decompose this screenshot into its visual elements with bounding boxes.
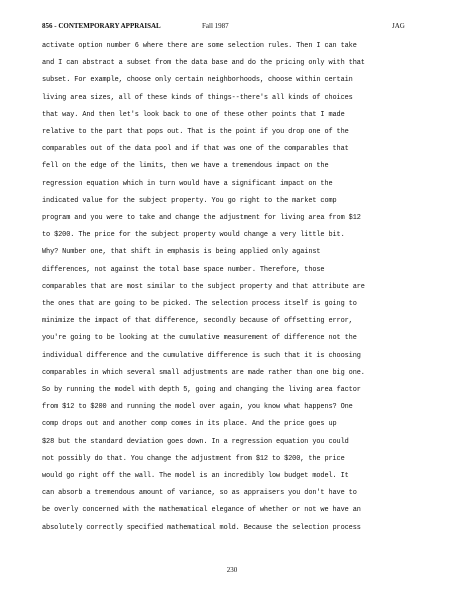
text-line: differences, not against the total base space number. Therefore, those: [42, 265, 325, 274]
text-line: absolutely correctly specified mathematical mold. Because the selection process: [42, 523, 361, 532]
running-header: [42, 22, 422, 34]
text-line: So by running the model with depth 5, going and changing the living area factor: [42, 386, 361, 395]
issue-date: Fall 1987: [202, 22, 229, 30]
text-line: comp drops out and another comp comes in its place. And the price goes up: [42, 420, 337, 429]
text-line: comparables out of the data pool and if that was one of the comparables that: [42, 145, 349, 154]
text-line: program and you were to take and change the adjustment for living area from $12: [42, 214, 361, 223]
text-line: living area sizes, all of these kinds of things--there's all kinds of choices: [42, 93, 353, 102]
text-line: relative to the part that pops out. That is the point if you drop one of the: [42, 128, 349, 137]
text-line: be overly concerned with the mathematical elegance of whether or not we have an: [42, 506, 361, 515]
text-line: can absorb a tremendous amount of variance, so as appraisers you don't have to: [42, 489, 357, 498]
text-line: activate option number 6 where there are some selection rules. Then I can take: [42, 42, 357, 50]
text-line: individual difference and the cumulative difference is such that it is choosing: [42, 351, 361, 360]
text-line: $28 but the standard deviation goes down. In a regression equation you could: [42, 437, 349, 446]
text-line: comparables in which several small adjustments are made rather than one big one.: [42, 368, 365, 377]
transcript-body: [42, 38, 427, 537]
journal-code: 856 - CONTEMPORARY APPRAISAL: [42, 22, 161, 30]
text-line: that way. And then let's look back to one of these other points that I made: [42, 110, 345, 119]
text-line: not possibly do that. You change the adjustment from $12 to $200, the price: [42, 454, 345, 463]
text-line: from $12 to $200 and running the model over again, you know what happens? One: [42, 403, 353, 412]
text-line: to $200. The price for the subject property would change a very little bit.: [42, 231, 345, 240]
text-line: you're going to be looking at the cumulative measurement of difference not the: [42, 334, 357, 343]
author-initials: JAG: [392, 22, 405, 30]
text-line: the ones that are going to be picked. The selection process itself is going to: [42, 300, 357, 309]
text-line: comparables that are most similar to the subject property and that attribute are: [42, 282, 365, 291]
text-line: would go right off the wall. The model is an incredibly low budget model. It: [42, 472, 349, 481]
text-line: and I can abstract a subset from the data base and do the pricing only with that: [42, 59, 365, 68]
text-line: subset. For example, choose only certain neighborhoods, choose within certain: [42, 76, 353, 85]
text-line: indicated value for the subject property. You go right to the market comp: [42, 196, 337, 205]
text-line: fell on the edge of the limits, then we have a tremendous impact on the: [42, 162, 329, 171]
text-line: minimize the impact of that difference, secondly because of offsetting error,: [42, 317, 353, 326]
text-line: regression equation which in turn would have a significant impact on the: [42, 179, 333, 188]
text-line: Why? Number one, that shift in emphasis is being applied only against: [42, 248, 321, 257]
page-number: 230: [226, 566, 238, 574]
